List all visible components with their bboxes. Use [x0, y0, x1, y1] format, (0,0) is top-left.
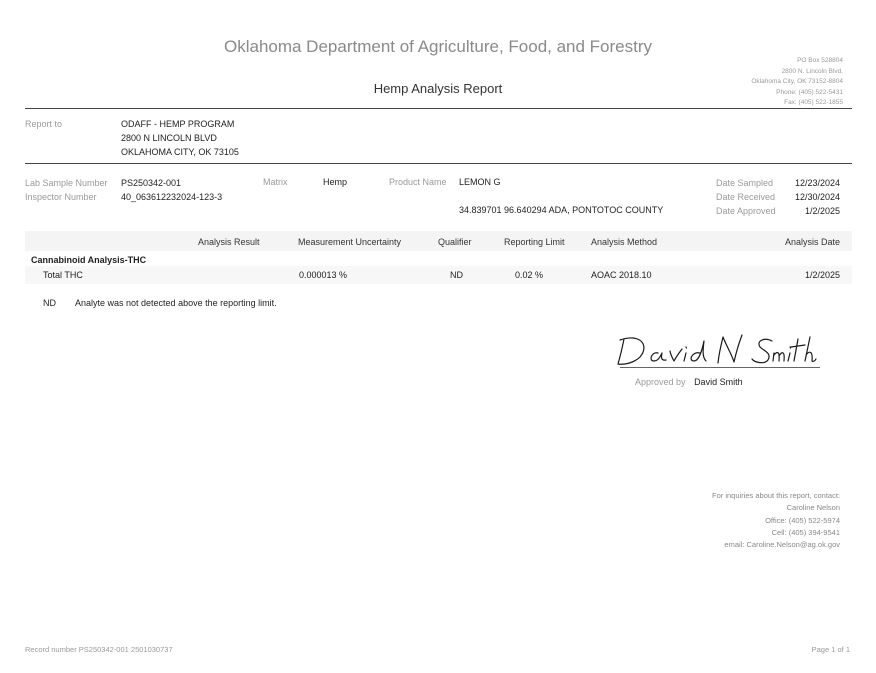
analysis-section-title: Cannabinoid Analysis-THC: [31, 255, 147, 265]
contact-line: Oklahoma City, OK 73152-8804: [751, 78, 843, 85]
inquiry-line: email: Caroline.Nelson@ag.ok.gov: [724, 540, 840, 550]
analysis-date: 1/2/2025: [804, 270, 840, 280]
sample-id-labels: [25, 176, 108, 204]
page-number: Page 1 of 1: [811, 645, 850, 654]
agency-contact: [751, 56, 843, 109]
date-sampled: 12/23/2024: [794, 178, 840, 188]
lab-sample-number: PS250342-001: [121, 178, 182, 188]
note-text: Analyte was not detected above the reporting limit.: [75, 298, 277, 308]
agency-title: Oklahoma Department of Agriculture, Food, and Forestry: [223, 37, 653, 56]
qualifier: ND: [450, 270, 463, 280]
inquiry-line: Cell: (405) 394-9541: [771, 527, 840, 537]
note-code: ND: [43, 298, 56, 308]
approved-by-label: Approved by: [635, 377, 686, 387]
date-received: 12/30/2024: [794, 192, 840, 202]
col-analysis-date: Analysis Date: [784, 237, 840, 247]
date-approved: 1/2/2025: [804, 206, 840, 216]
col-qualifier: Qualifier: [438, 237, 472, 247]
inquiry-line: Caroline Nelson: [786, 503, 840, 513]
inspector-number-label: Inspector Number: [25, 192, 97, 202]
col-analysis-result: Analysis Result: [198, 237, 260, 247]
section-rule: [25, 163, 852, 164]
address-line: 2800 N LINCOLN BLVD: [121, 133, 217, 143]
approver-name: David Smith: [694, 377, 743, 387]
analyte-name: Total THC: [43, 270, 83, 280]
col-reporting-limit: Reporting Limit: [504, 237, 565, 247]
signature-image: [614, 331, 819, 371]
contact-line: Phone: (405) 522-5431: [776, 88, 843, 96]
col-analysis-method: Analysis Method: [591, 237, 658, 247]
report-title: Hemp Analysis Report: [373, 81, 503, 96]
date-received-label: Date Received: [716, 192, 776, 202]
report-to-address: [121, 117, 239, 159]
inquiry-line: For inquiries about this report, contact:: [712, 491, 840, 500]
matrix-value: Hemp: [323, 177, 348, 187]
address-line: OKLAHOMA CITY, OK 73105: [121, 147, 239, 157]
date-approved-label: Date Approved: [716, 206, 776, 216]
signature-line: [620, 367, 820, 368]
inquiry-line: Office: (405) 522-5974: [765, 515, 840, 525]
contact-line: Fax: (405) 522-1855: [784, 99, 843, 106]
sample-location: 34.839701 96.640294 ADA, PONTOTOC COUNTY: [459, 205, 664, 215]
inspector-number: 40_063612232024-123-3: [121, 192, 223, 202]
lab-sample-number-label: Lab Sample Number: [25, 178, 108, 188]
measurement-uncertainty: 0.000013 %: [299, 270, 348, 280]
date-labels: [716, 176, 776, 218]
contact-line: 2800 N. Lincoln Blvd.: [781, 67, 843, 75]
table-row-band: [25, 266, 852, 284]
date-values: [795, 176, 840, 218]
sample-id-values: [121, 176, 222, 204]
product-name-label: Product Name: [389, 177, 447, 187]
header-rule: [25, 108, 852, 109]
record-number: Record number PS250342-001 2501030737: [25, 645, 173, 654]
analysis-method: AOAC 2018.10: [591, 270, 652, 280]
approval: [635, 377, 743, 387]
date-sampled-label: Date Sampled: [716, 178, 774, 188]
reporting-limit: 0.02 %: [515, 270, 544, 280]
address-line: ODAFF - HEMP PROGRAM: [121, 119, 235, 129]
product-name-value: LEMON G: [459, 177, 501, 187]
report-to-label: Report to: [25, 119, 63, 129]
inquiry-contact: [712, 490, 840, 551]
contact-line: PO Box 528804: [797, 57, 843, 64]
matrix-label: Matrix: [263, 177, 288, 187]
col-measurement-uncertainty: Measurement Uncertainty: [298, 237, 402, 247]
